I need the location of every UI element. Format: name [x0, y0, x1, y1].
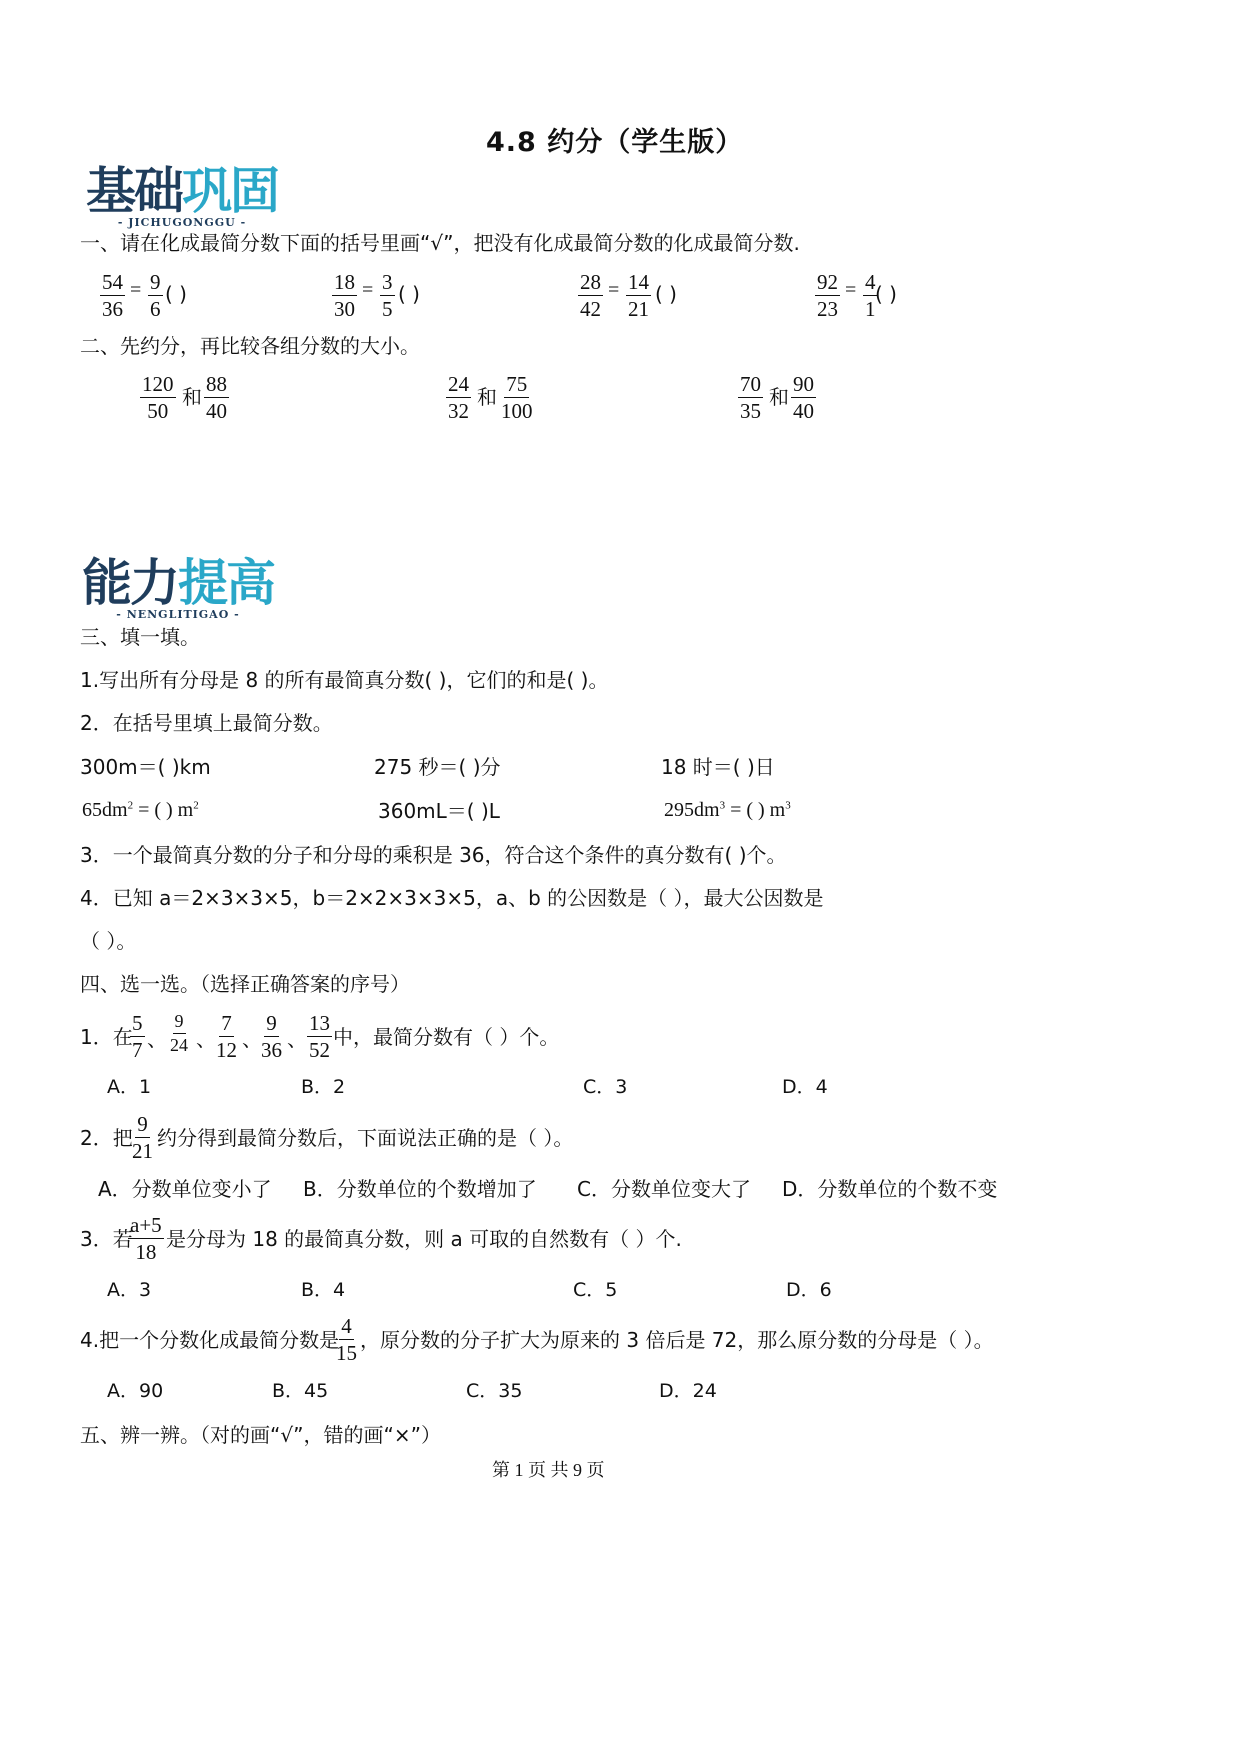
fraction-denominator: 15 — [336, 1341, 357, 1365]
fraction — [815, 270, 840, 321]
fraction-denominator: 42 — [580, 297, 601, 321]
conversion-text: 295dm — [664, 799, 720, 821]
conversion-text: 65dm — [82, 799, 128, 821]
fraction — [130, 1112, 155, 1163]
fraction-denominator: 30 — [334, 297, 355, 321]
fraction — [259, 1011, 284, 1062]
fraction — [446, 372, 471, 423]
fraction — [214, 1011, 239, 1062]
option-c: C．3 — [583, 1076, 628, 1098]
fraction-numerator: 18 — [334, 270, 355, 294]
separator: 、 — [196, 1027, 216, 1051]
fraction-denominator: 21 — [132, 1139, 153, 1163]
conversion-3: 18 时＝( )日 — [661, 755, 775, 779]
fraction-numerator: 14 — [628, 270, 649, 294]
question-3-item-1: 1.写出所有分母是 8 的所有最简真分数( )，它们的和是( )。 — [80, 668, 609, 692]
fraction — [626, 270, 651, 321]
fraction-denominator: 50 — [147, 399, 169, 423]
and-label: 和 — [477, 385, 497, 409]
option-b: B．分数单位的个数增加了 — [303, 1177, 537, 1201]
answer-parentheses: ( ) — [655, 282, 677, 306]
fraction-denominator: 12 — [216, 1038, 237, 1062]
conversion-text: = ( ) m — [133, 799, 194, 821]
fraction-denominator: 24 — [170, 1035, 188, 1055]
fraction-numerator: 9 — [173, 1011, 186, 1034]
superscript: 3 — [719, 799, 726, 812]
question-3-item-3: 3．一个最简真分数的分子和分母的乘积是 36，符合这个条件的真分数有( )个。 — [80, 843, 787, 867]
fraction — [380, 270, 395, 321]
option-c: C．35 — [466, 1380, 523, 1402]
fraction — [130, 1011, 145, 1062]
fraction — [332, 270, 357, 321]
fraction-numerator: 9 — [137, 1112, 148, 1136]
option-b: B．45 — [272, 1380, 329, 1402]
logo-text-part: 能力 — [82, 554, 178, 612]
fraction-numerator: 4 — [865, 270, 876, 294]
answer-parentheses: ( ) — [165, 282, 187, 306]
question-2-heading: 二、先约分，再比较各组分数的大小。 — [80, 334, 420, 358]
question-3-heading: 三、填一填。 — [80, 625, 200, 649]
option-a: A．3 — [107, 1279, 152, 1301]
fraction — [100, 270, 125, 321]
fraction-denominator: 36 — [261, 1038, 282, 1062]
fraction-denominator: 32 — [448, 399, 469, 423]
and-label: 和 — [182, 385, 202, 409]
fraction-numerator: 7 — [221, 1011, 232, 1035]
separator: 、 — [147, 1027, 167, 1051]
question-prefix: 2．把 — [80, 1126, 133, 1150]
fraction — [128, 1213, 164, 1264]
fraction-numerator: 9 — [266, 1011, 277, 1035]
fraction — [140, 372, 176, 423]
question-prefix: 3．若 — [80, 1227, 133, 1251]
fraction-numerator: 92 — [817, 270, 838, 294]
option-a: A．分数单位变小了 — [98, 1177, 272, 1201]
fraction-denominator: 1 — [865, 297, 876, 321]
question-3-item-4-cont: （ ）。 — [80, 929, 137, 953]
fraction-denominator: 18 — [135, 1240, 157, 1264]
superscript: 2 — [127, 799, 134, 812]
fraction-numerator: 28 — [580, 270, 601, 294]
question-prefix: 4.把一个分数化成最简分数是 — [80, 1328, 340, 1352]
question-3-item-4: 4．已知 a＝2×3×3×5，b＝2×2×3×3×5，a、b 的公因数是（ ），最大公因数是 — [80, 886, 824, 910]
fraction-numerator: 90 — [793, 372, 814, 396]
option-c: C．5 — [573, 1279, 618, 1301]
equals-sign: = — [362, 279, 374, 301]
equals-sign: = — [845, 279, 857, 301]
logo-text-highlight: 巩固 — [182, 162, 278, 220]
conversion-text: = ( ) m — [725, 799, 786, 821]
logo-subtext: - NENGLITIGAO - — [116, 608, 240, 621]
question-text: ，原分数的分子扩大为原来的 3 倍后是 72，那么原分数的分母是（ ）。 — [360, 1328, 994, 1352]
conversion-4 — [82, 799, 199, 822]
logo-text-part: 基础 — [86, 162, 182, 220]
section-logo-jichugonggu — [86, 164, 278, 229]
separator: 、 — [287, 1027, 307, 1051]
fraction-denominator: 5 — [382, 297, 393, 321]
fraction-denominator: 21 — [628, 297, 649, 321]
option-b: B．2 — [301, 1076, 346, 1098]
fraction-denominator: 40 — [206, 399, 227, 423]
equals-sign: = — [608, 279, 620, 301]
fraction — [738, 372, 763, 423]
conversion-1: 300m＝( )km — [80, 755, 211, 779]
fraction — [148, 270, 163, 321]
fraction-numerator: 70 — [740, 372, 761, 396]
option-b: B．4 — [301, 1279, 346, 1301]
page-footer: 第 1 页 共 9 页 — [492, 1460, 605, 1480]
fraction-numerator: 24 — [448, 372, 469, 396]
fraction-numerator: a+5 — [130, 1213, 162, 1237]
logo-subtext: - JICHUGONGGU - — [117, 216, 247, 229]
fraction-denominator: 100 — [501, 399, 533, 423]
fraction-denominator: 36 — [102, 297, 123, 321]
question-1-heading: 一、请在化成最简分数下面的括号里画“√”，把没有化成最简分数的化成最简分数. — [80, 231, 800, 255]
fraction-denominator: 40 — [793, 399, 814, 423]
fraction-denominator: 6 — [150, 297, 161, 321]
fraction — [168, 1011, 190, 1056]
question-4-heading: 四、选一选。（选择正确答案的序号） — [80, 972, 410, 996]
conversion-5: 360mL＝( )L — [378, 799, 500, 823]
question-text: 中，最简分数有（ ）个。 — [333, 1025, 560, 1049]
conversion-6 — [664, 799, 791, 822]
question-5-heading: 五、辨一辨。（对的画“√”，错的画“×”） — [80, 1423, 441, 1447]
answer-parentheses: ( ) — [398, 282, 420, 306]
option-d: D．4 — [782, 1076, 828, 1098]
fraction-numerator: 120 — [142, 372, 174, 396]
fraction — [204, 372, 229, 423]
question-text: 是分母为 18 的最简真分数，则 a 可取的自然数有（ ）个. — [166, 1227, 682, 1251]
fraction — [499, 372, 535, 423]
equals-sign: = — [130, 279, 142, 301]
superscript: 3 — [785, 799, 791, 812]
option-d: D．24 — [659, 1380, 717, 1402]
option-c: C．分数单位变大了 — [577, 1177, 751, 1201]
option-d: D．6 — [786, 1279, 832, 1301]
fraction-denominator: 35 — [740, 399, 761, 423]
fraction-numerator: 4 — [341, 1314, 352, 1338]
option-a: A．1 — [107, 1076, 152, 1098]
fraction-denominator: 52 — [309, 1038, 330, 1062]
section-logo-nenglitigao — [82, 556, 274, 621]
fraction-numerator: 54 — [102, 270, 123, 294]
question-prefix: 1．在 — [80, 1025, 133, 1049]
fraction-numerator: 9 — [150, 270, 161, 294]
answer-parentheses: ( ) — [875, 282, 897, 306]
option-d: D．分数单位的个数不变 — [782, 1177, 998, 1201]
fraction-numerator: 88 — [206, 372, 227, 396]
and-label: 和 — [769, 385, 789, 409]
logo-text-highlight: 提高 — [178, 554, 274, 612]
fraction-numerator: 13 — [309, 1011, 330, 1035]
superscript: 2 — [193, 799, 199, 812]
conversion-2: 275 秒＝( )分 — [374, 755, 501, 779]
fraction — [334, 1314, 359, 1365]
option-a: A．90 — [107, 1380, 164, 1402]
fraction-denominator: 23 — [817, 297, 838, 321]
fraction — [578, 270, 603, 321]
page-title: 4.8 约分（学生版） — [486, 127, 744, 158]
logo-text — [82, 556, 274, 610]
fraction-numerator: 75 — [506, 372, 528, 396]
fraction-denominator: 7 — [132, 1038, 143, 1062]
fraction — [791, 372, 816, 423]
question-text: 约分得到最简分数后，下面说法正确的是（ ）。 — [157, 1126, 574, 1150]
fraction — [307, 1011, 332, 1062]
fraction-numerator: 3 — [382, 270, 393, 294]
separator: 、 — [242, 1027, 262, 1051]
question-3-item-2: 2．在括号里填上最简分数。 — [80, 711, 333, 735]
logo-text — [86, 164, 278, 218]
fraction-numerator: 5 — [132, 1011, 143, 1035]
